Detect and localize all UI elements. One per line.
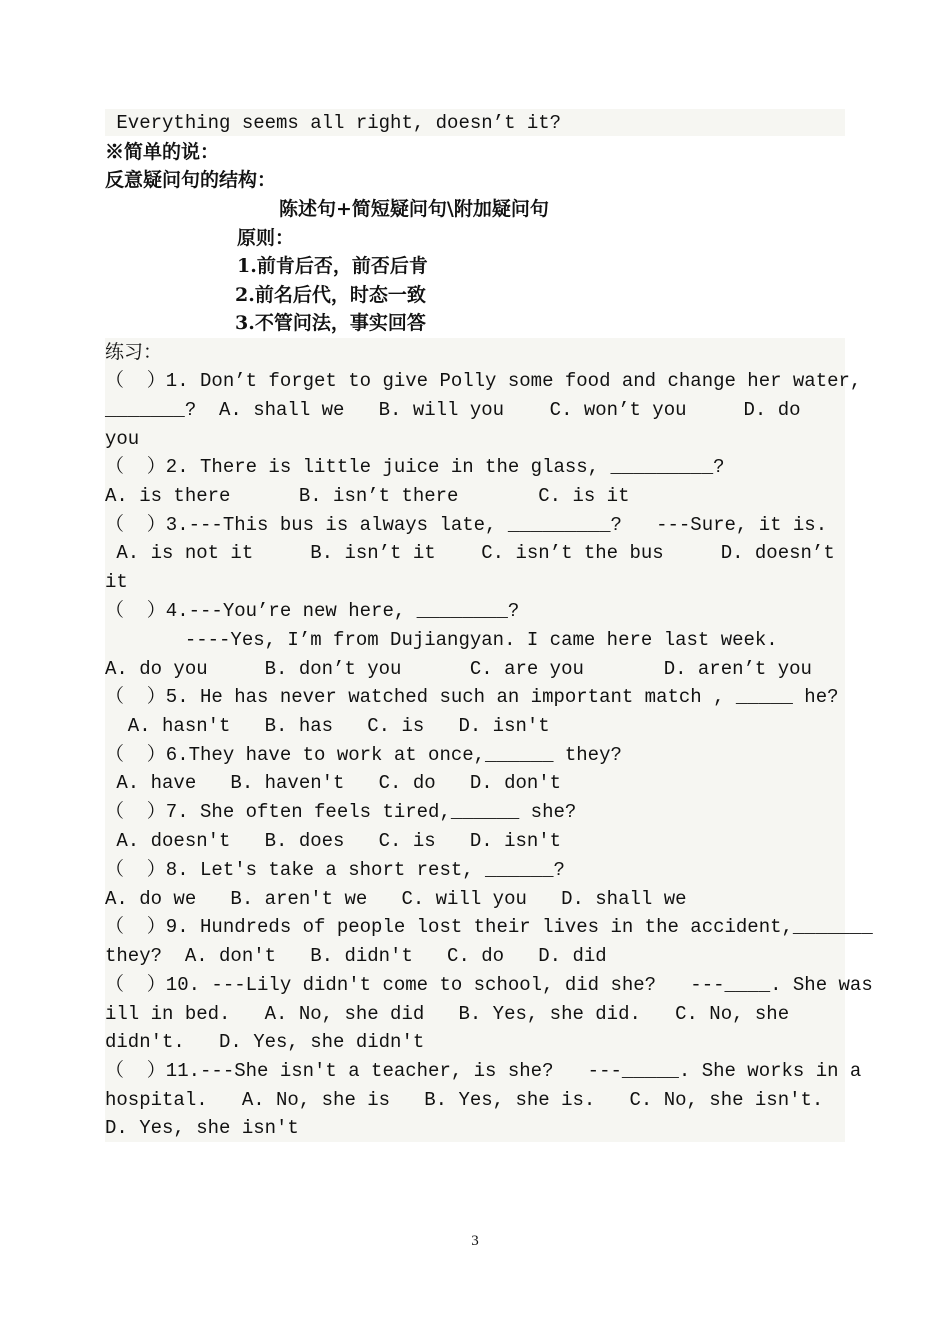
exercise-line: A. hasn't B. has C. is D. isn't: [105, 715, 550, 737]
exercise-line: A. is there B. isn’t there C. is it: [105, 485, 630, 507]
structure-formula: 陈述句+简短疑问句\附加疑问句: [279, 198, 549, 220]
summary-heading: ※简单的说：: [105, 141, 220, 163]
exercise-line: A. doesn't B. does C. is D. isn't: [105, 830, 562, 852]
exercise-line: （ ）4.---You’re new here, ________?: [105, 600, 520, 622]
rule-2: 2.前名后代，时态一致: [235, 284, 426, 306]
exercise-line: （ ）3.---This bus is always late, _________? ---Sure, it is.: [105, 514, 828, 536]
exercise-line: it: [105, 571, 128, 593]
exercise-line: A. do you B. don’t you C. are you D. aren’t you: [105, 658, 812, 680]
exercise-line: （ ）7. She often feels tired,______ she?: [105, 801, 577, 823]
exercise-title: 练习：: [105, 341, 163, 363]
exercise-line: A. do we B. aren't we C. will you D. shall we: [105, 888, 687, 910]
exercise-line: _______? A. shall we B. will you C. won’t you D. do: [105, 399, 801, 421]
exercise-line: A. is not it B. isn’t it C. isn’t the bus D. doesn’t: [105, 542, 835, 564]
page-number: 3: [471, 1233, 479, 1249]
exercise-line: （ ）10. ---Lily didn't come to school, did she? ---____. She was: [105, 974, 873, 996]
exercise-line: they? A. don't B. didn't C. do D. did: [105, 945, 607, 967]
example-sentence: Everything seems all right, doesn’t it?: [105, 112, 562, 134]
exercise-line: （ ）11.---She isn't a teacher, is she? ---_____. She works in a: [105, 1060, 862, 1082]
exercise-line: hospital. A. No, she is B. Yes, she is. C. No, she isn't.: [105, 1089, 824, 1111]
exercise-line: ----Yes, I’m from Dujiangyan. I came here last week.: [105, 629, 778, 651]
exercise-line: ill in bed. A. No, she did B. Yes, she did. C. No, she: [105, 1003, 790, 1025]
exercise-line: （ ）5. He has never watched such an important match , _____ he?: [105, 686, 839, 708]
exercise-line: （ ）1. Don’t forget to give Polly some food and change her water,: [105, 370, 862, 392]
structure-label: 反意疑问句的结构：: [105, 169, 277, 191]
exercise-line: （ ）8. Let's take a short rest, ______?: [105, 859, 565, 881]
exercise-line: didn't. D. Yes, she didn't: [105, 1031, 425, 1053]
rule-3: 3.不管问法，事实回答: [235, 312, 426, 334]
exercise-line: you: [105, 428, 140, 450]
exercise-line: （ ）9. Hundreds of people lost their lives in the accident,_______: [105, 916, 873, 938]
rule-1: 1.前肯后否，前否后肯: [237, 255, 428, 277]
exercise-line: A. have B. haven't C. do D. don't: [105, 772, 562, 794]
exercise-line: D. Yes, she isn't: [105, 1117, 299, 1139]
exercise-line: （ ）6.They have to work at once,______ they?: [105, 744, 622, 766]
principles-label: 原则：: [237, 227, 295, 249]
exercise-line: （ ）2. There is little juice in the glass, _________?: [105, 456, 725, 478]
